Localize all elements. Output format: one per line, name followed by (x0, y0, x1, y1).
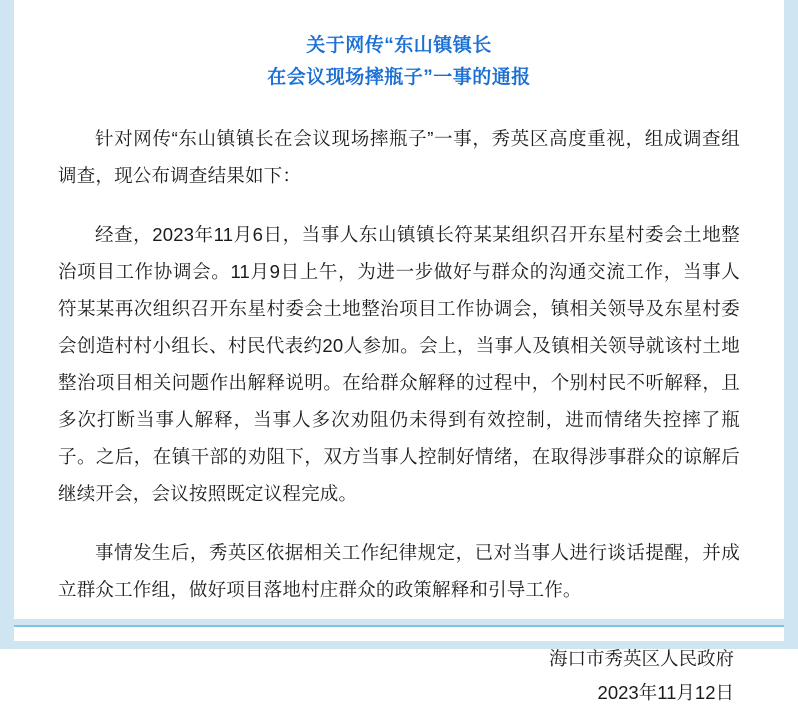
paragraph-1: 针对网传“东山镇镇长在会议现场摔瓶子”一事，秀英区高度重视，组成调查组调查，现公布调查结果如下： (58, 128, 740, 186)
page-left-border (0, 0, 14, 649)
page-bottom-accent-line (14, 625, 784, 641)
signature-issuer: 海口市秀英区人民政府 (548, 648, 734, 669)
document-signature (58, 642, 740, 710)
page-right-border (784, 0, 798, 649)
paragraph-2: 经查，2023年11月6日，当事人东山镇镇长符某某组织召开东星村委会土地整治项目工作协调会。11月9日上午，为进一步做好与群众的沟通交流工作，当事人符某某再次组织召开东星村委会土地整治项目工作协调会，镇相关领导及东星村委会创造村村小组长、村民代表约20人参加。会上，当事人及镇相关领导就该村土地整治项目相关问题作出解释说明。在给群众解释的过程中，个别村民不听解释，且多次打断当事人解释，当事人多次劝阻仍未得到有效控制，进而情绪失控摔了瓶子。之后，在镇干部的劝阻下，双方当事人控制好情绪，在取得涉事群众的谅解后继续开会，会议按照既定议程完成。 (58, 224, 740, 504)
title-line-2: 在会议现场摔瓶子”一事的通报 (267, 67, 531, 88)
document-content (14, 0, 784, 703)
signature-date: 2023年11月12日 (597, 682, 734, 703)
document-body (58, 120, 740, 608)
paragraph-3: 事情发生后，秀英区依据相关工作纪律规定，已对当事人进行谈话提醒，并成立群众工作组，做好项目落地村庄群众的政策解释和引导工作。 (58, 542, 740, 600)
document-title (58, 30, 740, 94)
title-line-1: 关于网传“东山镇镇长 (306, 35, 492, 56)
